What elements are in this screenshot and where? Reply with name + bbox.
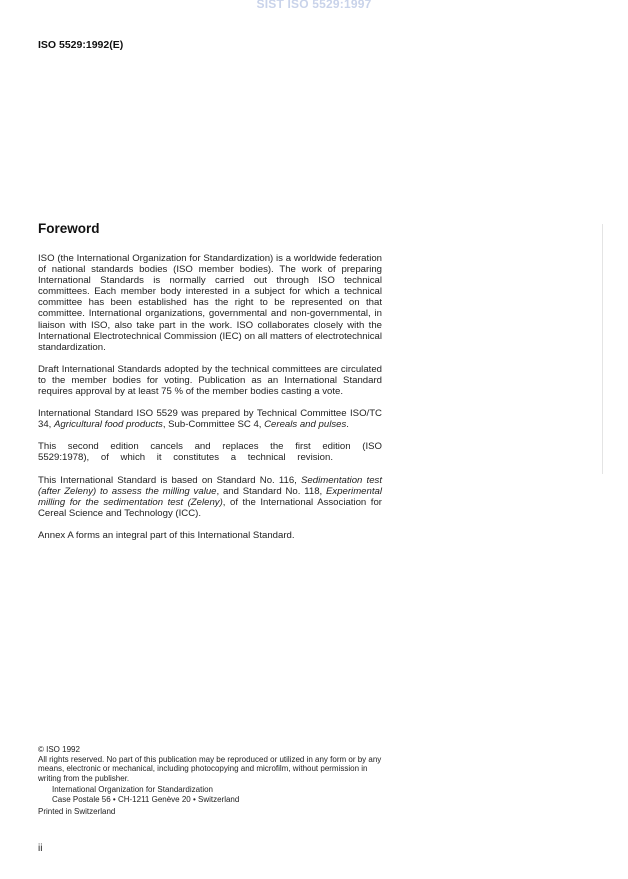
foreword-heading: Foreword [38,221,100,236]
paragraph-committee-text: International Standard ISO 5529 was prepared by Technical Committee ISO/TC 34, [38,408,382,431]
subcommittee-title: Cereals and pulses [264,419,347,431]
paragraph-basis-text: , and Standard No. 118, [216,485,326,497]
publisher-address: Case Postale 56 • CH-1211 Genève 20 • Switzerland [52,794,240,804]
paragraph-organization: ISO (the International Organization for Standardization) is a worldwide federation of national standards bodies (ISO member bodies). The work of preparing International Standards is normally carried out through ISO technical committees. Each member body interested in a subject for which a technical committee has been established has the right to be represented on that committee. International organizations, governmental and non-governmental, in liaison with ISO, also take part in the work. ISO collaborates closely with the International Electrotechnical Commission (IEC) on all matters of electrotechnical standardization. [38,253,382,353]
paragraph-committee [38,408,382,430]
paragraph-voting: Draft International Standards adopted by the technical committees are circulated to the member bodies for voting. Publication as an International Standard requires approval by at least 75 % of the member bodies casting a vote. [38,363,382,398]
paragraph-basis-text: This International Standard is based on Standard No. 116, [38,474,302,486]
committee-title: Agricultural food products [54,419,163,431]
standard-116-title: Sedimentation test (after Zeleny) to assess the milling value [38,474,383,497]
copyright-notice: All rights reserved. No part of this publication may be reproduced or utilized in any form or by any means, electronic or mechanical, including photocopying and microfilm, without permission in writing from the publisher. [38,754,382,783]
copyright-line: © ISO 1992 [38,745,80,754]
printed-in: Printed in Switzerland [38,807,116,816]
watermark-text: SIST ISO 5529:1997 [256,0,372,11]
paragraph-committee-text: . [346,419,349,431]
paragraph-committee-text: , Sub-Committee SC 4, [162,419,265,431]
paragraph-edition: This second edition cancels and replaces the first edition (ISO 5529:1978), of which it constitutes a technical revision. [38,441,382,464]
publisher-name: International Organization for Standardization [52,785,213,794]
copyright-block [38,745,384,817]
paragraph-basis-text: , of the International Association for Cereal Science and Technology (ICC). [38,496,382,519]
paragraph-basis [38,475,382,519]
standard-118-title: Experimental milling for the sedimentation test (Zeleny) [38,485,382,508]
page-number: ii [38,843,43,854]
paragraph-annex: Annex A forms an integral part of this International Standard. [38,529,295,541]
scan-edge-line [602,224,603,474]
foreword-body [38,253,382,552]
document-identifier: ISO 5529:1992(E) [38,39,124,51]
